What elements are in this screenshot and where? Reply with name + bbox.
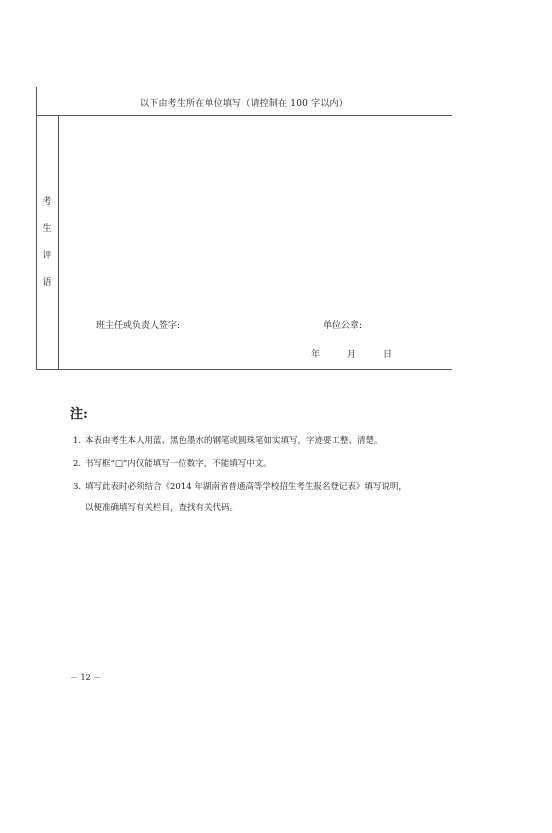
label-column-divider bbox=[58, 115, 59, 370]
side-label-char: 语 bbox=[42, 278, 52, 288]
side-label-char: 考 bbox=[42, 197, 52, 207]
seal-label: 单位公章: bbox=[323, 321, 363, 331]
note-text: 填写此表时必须结合《2014 年湖南省普通高等学校招生考生报名登记表》填写说明， bbox=[85, 482, 407, 492]
header-divider bbox=[36, 115, 452, 116]
note-continuation: 以便准确填写有关栏目，查找有关代码。 bbox=[85, 503, 239, 513]
note-item bbox=[73, 434, 383, 446]
form-header: 以下由考生所在单位填写（请控制在 100 字以内） bbox=[140, 99, 348, 109]
evaluation-form-table bbox=[36, 87, 452, 370]
note-number: 3. bbox=[73, 482, 82, 492]
note-item bbox=[73, 457, 272, 469]
note-text: 本表由考生本人用蓝、黑色墨水的钢笔或圆珠笔如实填写，字迹要工整、清楚。 bbox=[85, 436, 383, 446]
note-number: 2. bbox=[73, 459, 82, 469]
note-text: 书写框“□”内仅能填写一位数字，不能填写中文。 bbox=[85, 459, 272, 469]
table-bottom-border bbox=[36, 369, 452, 370]
side-label-char: 评 bbox=[42, 251, 52, 261]
page-number: － 12 － bbox=[70, 673, 102, 682]
notes-title: 注: bbox=[70, 407, 88, 422]
date-month: 月 bbox=[347, 350, 357, 360]
date-year: 年 bbox=[311, 350, 321, 360]
date-day: 日 bbox=[383, 350, 393, 360]
note-item bbox=[73, 480, 407, 492]
side-label-char: 生 bbox=[42, 224, 52, 234]
signature-label: 班主任或负责人签字: bbox=[96, 321, 181, 331]
note-number: 1. bbox=[73, 436, 82, 446]
